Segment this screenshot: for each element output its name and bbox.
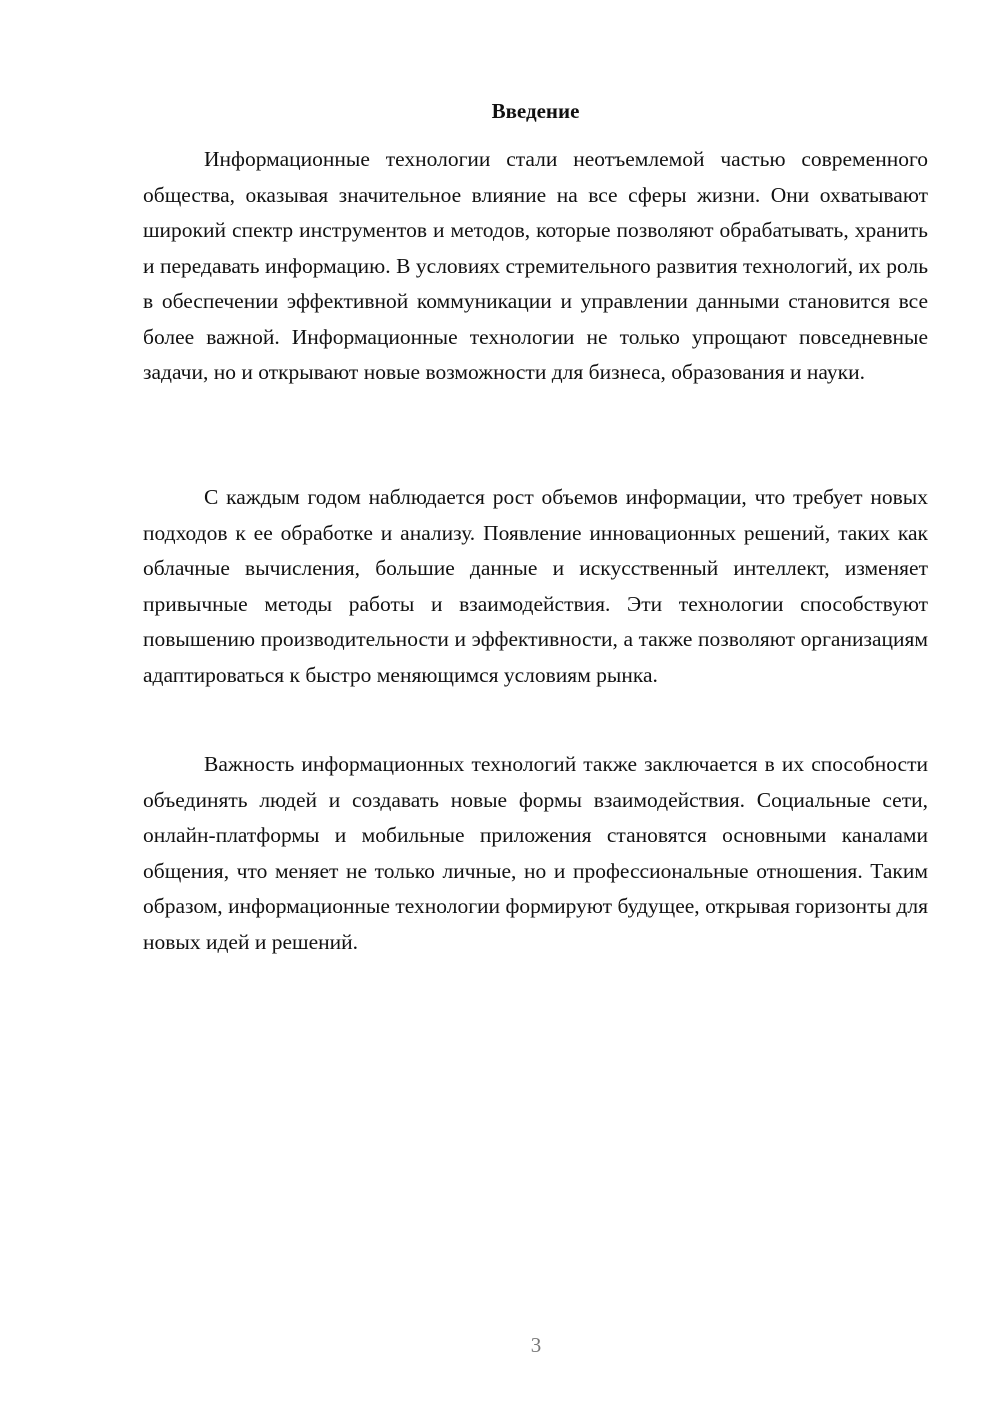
page-number: 3 [530,1333,542,1357]
paragraph-3: Важность информационных технологий также заключается в их способности объединять людей и создавать новые формы взаимодействия. Социальные сети, онлайн-платформы и мобильные приложения становятся основными каналами общения, что меняет не только личные, но и профессиональные отношения. Таким образом, информационные технологии формируют будущее, открывая горизонты для новых идей и решений. [143,752,928,954]
paragraph-2: С каждым годом наблюдается рост объемов информации, что требует новых подходов к ее обработке и анализу. Появление инновационных решений, таких как облачные вычисления, большие данные и искусственный интеллект, изменяет привычные методы работы и взаимодействия. Эти технологии способствуют повышению производительности и эффективности, а также позволяют организациям адаптироваться к быстро меняющимся условиям рынка. [143,485,928,687]
paragraph-1: Информационные технологии стали неотъемлемой частью современного общества, оказывая значительное влияние на все сферы жизни. Они охватывают широкий спектр инструментов и методов, которые позволяют обрабатывать, хранить и передавать информацию. В условиях стремительного развития технологий, их роль в обеспечении эффективной коммуникации и управлении данными становится все более важной. Информационные технологии не только упрощают повседневные задачи, но и открывают новые возможности для бизнеса, образования и науки. [143,147,928,384]
section-heading: Введение [491,99,580,123]
